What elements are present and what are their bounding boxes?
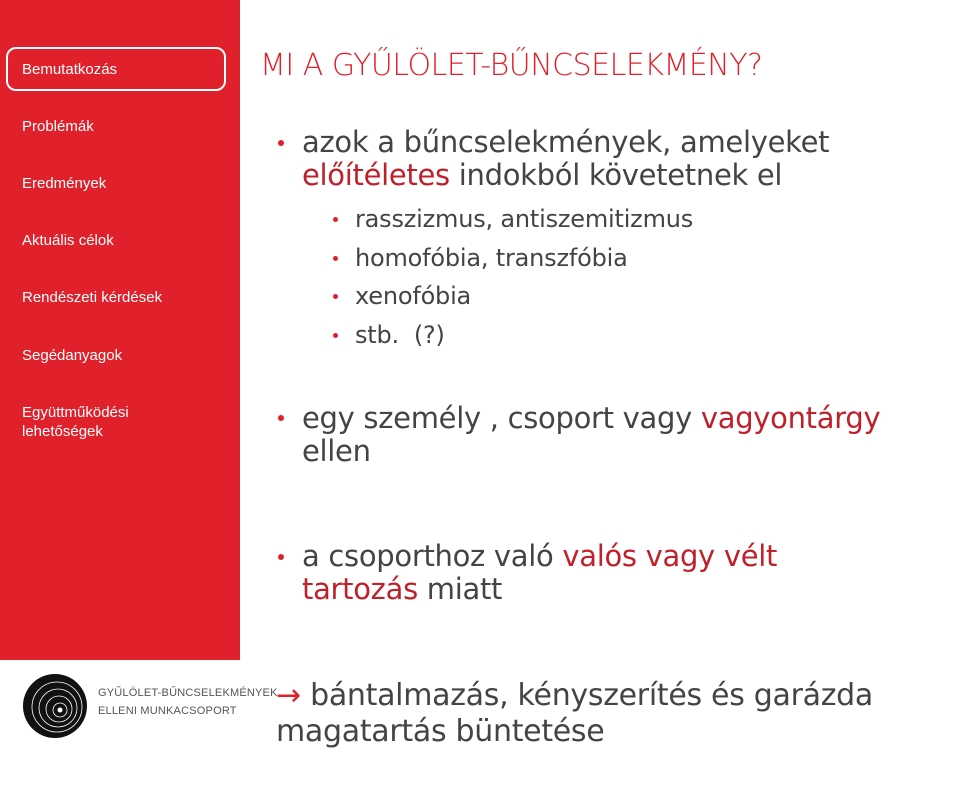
bullet-3-line1-text: a csoporthoz való <box>302 539 563 573</box>
sidebar-item-eredmenyek[interactable]: Eredmények <box>22 175 107 192</box>
sub-item-2: homofóbia, transzfóbia <box>355 244 628 272</box>
sidebar-item-label-line1: Együttműködési <box>22 404 129 421</box>
sidebar-item-rendeszeti-kerdesek[interactable]: Rendészeti kérdések <box>22 289 163 306</box>
sub-item-4: stb. (?) <box>355 321 445 349</box>
bullet-2-highlight: vagyontárgy <box>700 401 881 435</box>
conclusion <box>276 678 873 750</box>
sub-item-3: xenofóbia <box>355 282 472 310</box>
bullet-1-highlight: előítéletes <box>302 158 450 192</box>
page-title: MI A GYŰLÖLET-BŰNCSELEKMÉNY? <box>260 48 763 83</box>
bullet-3-highlight-2: tartozás <box>302 572 418 606</box>
bullet-icon <box>278 554 284 560</box>
bullet-icon <box>278 415 284 421</box>
sub-item-1: rasszizmus, antiszemitizmus <box>355 205 694 233</box>
conclusion-line2: magatartás büntetése <box>276 714 605 749</box>
bullet-3 <box>302 540 777 606</box>
bullet-1-line2-rest: indokból követetnek el <box>449 158 783 192</box>
bullet-2-line1-text: egy személy , csoport vagy <box>302 401 701 435</box>
logo-text-line1: GYŰLÖLET-BŰNCSELEKMÉNYEK <box>98 687 278 699</box>
sidebar-item-segedanyagok[interactable]: Segédanyagok <box>22 347 123 364</box>
sidebar <box>0 0 240 660</box>
arrow-right-icon: → <box>276 678 301 713</box>
conclusion-line1 <box>276 678 873 714</box>
sidebar-item-problemak[interactable]: Problémák <box>22 118 94 135</box>
bullet-1-line2 <box>302 159 829 192</box>
bullet-3-line2-rest: miatt <box>417 572 503 606</box>
sidebar-item-label-line2: lehetőségek <box>22 423 103 440</box>
bullet-2-line2: ellen <box>302 434 371 468</box>
sidebar-item-egyuttmukodesi[interactable] <box>22 403 129 441</box>
bullet-2 <box>302 402 880 468</box>
logo-icon <box>22 673 88 739</box>
sub-bullet-icon <box>333 217 338 222</box>
bullet-1-line1: azok a bűncselekmények, amelyeket <box>302 125 830 159</box>
bullet-3-line1 <box>302 540 777 573</box>
conclusion-line1-text: bántalmazás, kényszerítés és garázda <box>300 678 874 713</box>
sub-bullet-icon <box>333 294 338 299</box>
sidebar-item-aktualis-celok[interactable]: Aktuális célok <box>22 232 114 249</box>
bullet-1 <box>302 126 829 192</box>
sub-bullet-icon <box>333 256 338 261</box>
sidebar-item-bemutatkozas[interactable]: Bemutatkozás <box>22 61 118 78</box>
sub-bullet-icon <box>333 333 338 338</box>
bullet-3-highlight-1: valós vagy vélt <box>562 539 778 573</box>
logo-text-line2: ELLENI MUNKACSOPORT <box>98 705 237 717</box>
bullet-2-line1 <box>302 402 880 435</box>
bullet-3-line2 <box>302 573 777 606</box>
bullet-icon <box>278 140 284 146</box>
